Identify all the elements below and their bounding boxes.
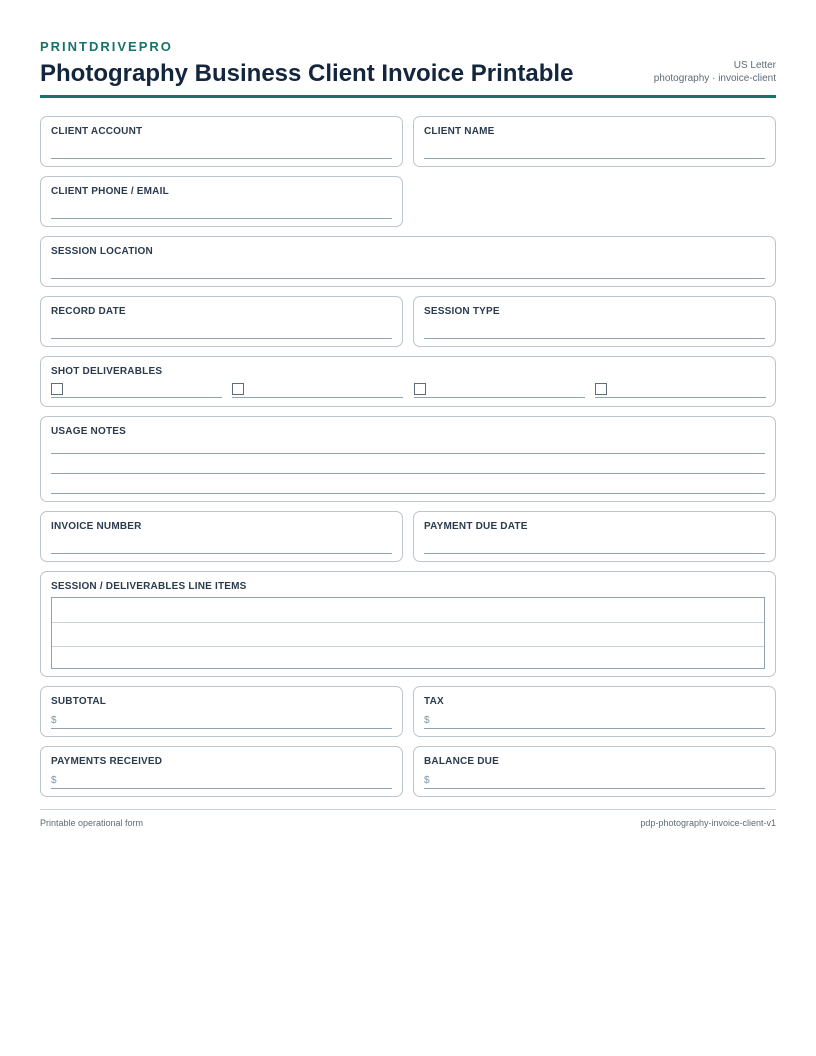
client-account-input-line[interactable]: [51, 158, 392, 159]
subtotal-label: SUBTOTAL: [51, 696, 107, 707]
session-type-input-line[interactable]: [424, 338, 765, 339]
usage-notes-line-2[interactable]: [51, 473, 765, 474]
deliverable-checkbox-2[interactable]: [232, 383, 244, 395]
record-date-label: RECORD DATE: [51, 306, 126, 317]
payments-received-label: PAYMENTS RECEIVED: [51, 756, 163, 767]
usage-notes-line-3[interactable]: [51, 493, 765, 494]
subtotal-input-line[interactable]: [51, 728, 392, 729]
client-phone-email-input-line[interactable]: [51, 218, 392, 219]
subtotal-field[interactable]: [40, 686, 403, 737]
line-item-row-3[interactable]: [52, 646, 764, 669]
session-type-label: SESSION TYPE: [424, 306, 500, 317]
footer-left-text: Printable operational form: [40, 818, 144, 828]
payment-due-date-input-line[interactable]: [424, 553, 765, 554]
form-tags: photography · invoice-client: [653, 73, 776, 84]
tax-currency: $: [424, 715, 430, 726]
deliverable-line-3[interactable]: [414, 397, 585, 398]
client-account-field[interactable]: [40, 116, 403, 167]
tax-input-line[interactable]: [424, 728, 765, 729]
session-location-input-line[interactable]: [51, 278, 765, 279]
invoice-page: [40, 40, 776, 98]
deliverable-checkbox-3[interactable]: [414, 383, 426, 395]
balance-due-field[interactable]: [413, 746, 776, 797]
line-items-label: SESSION / DELIVERABLES LINE ITEMS: [51, 581, 247, 592]
deliverable-line-1[interactable]: [51, 397, 222, 398]
record-date-field[interactable]: [40, 296, 403, 347]
deliverable-option-2[interactable]: [232, 383, 403, 399]
line-items-table: [51, 597, 765, 669]
record-date-input-line[interactable]: [51, 338, 392, 339]
page-footer: [40, 809, 776, 828]
client-name-input-line[interactable]: [424, 158, 765, 159]
usage-notes-label: USAGE NOTES: [51, 426, 126, 437]
payments-received-input-line[interactable]: [51, 788, 392, 789]
payments-received-field[interactable]: [40, 746, 403, 797]
footer-form-id: pdp-photography-invoice-client-v1: [640, 818, 776, 828]
payments-received-currency: $: [51, 775, 57, 786]
client-name-field[interactable]: [413, 116, 776, 167]
payment-due-date-label: PAYMENT DUE DATE: [424, 521, 528, 532]
session-type-field[interactable]: [413, 296, 776, 347]
balance-due-label: BALANCE DUE: [424, 756, 499, 767]
client-name-label: CLIENT NAME: [424, 126, 495, 137]
balance-due-input-line[interactable]: [424, 788, 765, 789]
page-header: [40, 40, 776, 98]
session-location-label: SESSION LOCATION: [51, 246, 153, 257]
deliverable-option-1[interactable]: [51, 383, 222, 399]
shot-deliverables-label: SHOT DELIVERABLES: [51, 366, 163, 377]
deliverable-option-3[interactable]: [414, 383, 585, 399]
paper-size: US Letter: [733, 60, 776, 71]
usage-notes-line-1[interactable]: [51, 453, 765, 454]
deliverable-line-4[interactable]: [595, 397, 766, 398]
client-phone-email-label: CLIENT PHONE / EMAIL: [51, 186, 169, 197]
client-account-label: CLIENT ACCOUNT: [51, 126, 143, 137]
page-meta: [654, 59, 776, 85]
usage-notes-field[interactable]: [40, 416, 776, 502]
line-item-row-1[interactable]: [52, 598, 764, 622]
deliverable-checkbox-1[interactable]: [51, 383, 63, 395]
client-phone-email-field[interactable]: [40, 176, 403, 227]
page-title: Photography Business Client Invoice Printable: [40, 60, 574, 87]
deliverable-option-4[interactable]: [595, 383, 766, 399]
balance-due-currency: $: [424, 775, 430, 786]
brand-name: PRINTDRIVEPRO: [40, 39, 173, 54]
deliverable-line-2[interactable]: [232, 397, 403, 398]
session-location-field[interactable]: [40, 236, 776, 287]
tax-label: TAX: [424, 696, 444, 707]
invoice-number-field[interactable]: [40, 511, 403, 562]
deliverable-checkbox-4[interactable]: [595, 383, 607, 395]
payment-due-date-field[interactable]: [413, 511, 776, 562]
shot-deliverables-field: [40, 356, 776, 407]
subtotal-currency: $: [51, 715, 57, 726]
invoice-number-input-line[interactable]: [51, 553, 392, 554]
line-items-section: [40, 571, 776, 677]
invoice-number-label: INVOICE NUMBER: [51, 521, 142, 532]
tax-field[interactable]: [413, 686, 776, 737]
line-item-row-2[interactable]: [52, 622, 764, 646]
